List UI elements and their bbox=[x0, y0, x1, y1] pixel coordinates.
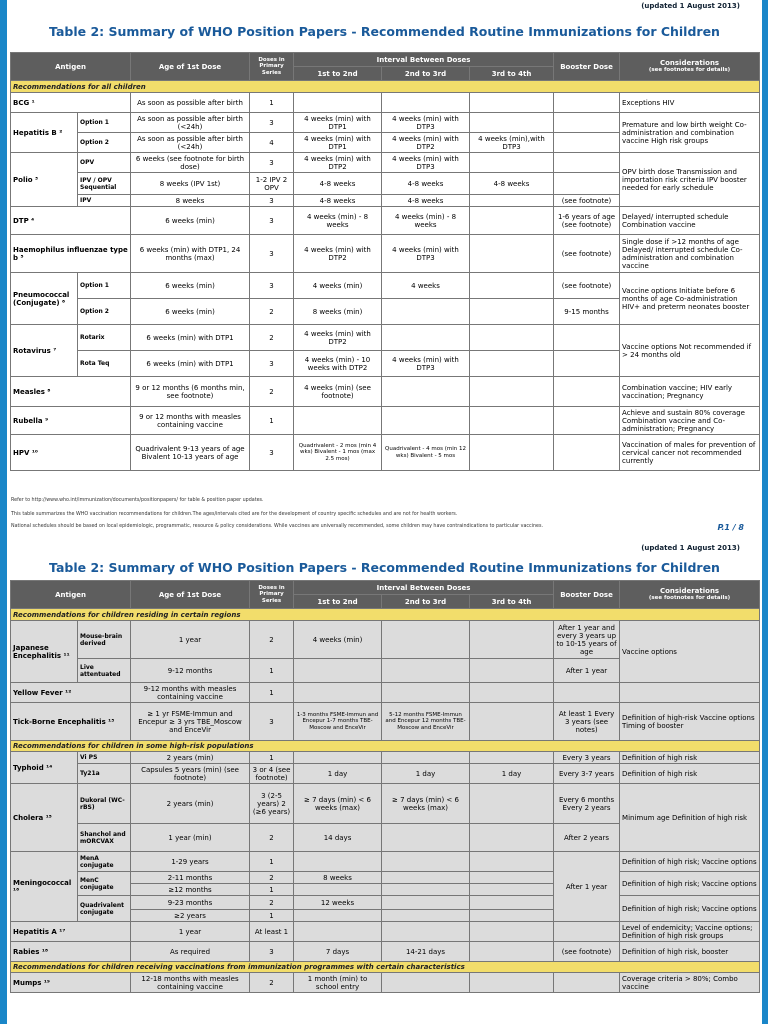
table-row bbox=[11, 784, 760, 824]
table-cell: 3 bbox=[250, 113, 294, 133]
table-row bbox=[11, 896, 760, 910]
table-cell: 4-8 weeks bbox=[382, 173, 470, 195]
page-title-2: Table 2: Summary of WHO Position Papers - Recommended Routine Immunizations for Children bbox=[49, 560, 720, 575]
table-cell: 8 weeks bbox=[131, 195, 250, 207]
table-cell: 4 weeks (min) with DTP3 bbox=[382, 113, 470, 133]
header-cell: Antigen bbox=[11, 581, 131, 609]
table-cell: 2 years (min) bbox=[131, 752, 250, 764]
table-cell: IPV bbox=[78, 195, 131, 207]
table-cell: After 1 year and every 3 years up to 10-15 years of age bbox=[554, 621, 620, 659]
table-cell: Mouse-brain derived bbox=[78, 621, 131, 659]
table-cell: Vaccine options Not recommended if > 24 months old bbox=[620, 325, 760, 377]
table-cell: Vaccination of males for prevention of cervical cancer not recommended currently bbox=[620, 435, 760, 471]
table-cell bbox=[470, 884, 554, 896]
table-row bbox=[11, 273, 760, 299]
table-cell: Option 2 bbox=[78, 299, 131, 325]
table-cell: ≥ 1 yr FSME-Immun and Encepur ≥ 3 yrs TBE_Moscow and EnceVir bbox=[131, 703, 250, 741]
table-cell: 7 days bbox=[294, 942, 382, 962]
table-cell: Live attentuated bbox=[78, 659, 131, 683]
table-cell: ≥ 7 days (min) < 6 weeks (max) bbox=[382, 784, 470, 824]
table-cell: (see footnote) bbox=[554, 942, 620, 962]
table-cell bbox=[470, 824, 554, 852]
table-cell: Every 6 months Every 2 years bbox=[554, 784, 620, 824]
table-cell bbox=[470, 195, 554, 207]
table-row bbox=[11, 942, 760, 962]
table-cell: IPV / OPV Sequential bbox=[78, 173, 131, 195]
table-cell: 4-8 weeks bbox=[382, 195, 470, 207]
table-cell: 2 bbox=[250, 896, 294, 910]
col-3rd-4th: 3rd to 4th bbox=[470, 67, 554, 81]
table-cell: As soon as possible after birth (<24h) bbox=[131, 133, 250, 153]
table-cell bbox=[470, 942, 554, 962]
table-cell: 3 bbox=[250, 273, 294, 299]
table-cell: 2 bbox=[250, 299, 294, 325]
header-cell: 2nd to 3rd bbox=[382, 595, 470, 609]
table-cell: 4 weeks (min) with DTP2 bbox=[382, 133, 470, 153]
page-2 bbox=[7, 540, 762, 1024]
table-cell: Rubella ⁹ bbox=[11, 407, 131, 435]
table-cell: At least 1 Every 3 years (see notes) bbox=[554, 703, 620, 741]
updated-date: (updated 1 August 2013) bbox=[641, 2, 740, 10]
table-cell: Capsules 5 years (min) (see footnote) bbox=[131, 764, 250, 784]
table-cell: Definition of high risk; Vaccine options bbox=[620, 872, 760, 896]
table-cell bbox=[294, 93, 382, 113]
table-cell: ≥12 months bbox=[131, 884, 250, 896]
table-cell: Hepatitis B ² bbox=[11, 113, 78, 153]
table-row bbox=[11, 435, 760, 471]
section-programmes: Recommendations for children receiving vaccinations from immunization programmes with certain characteristics bbox=[11, 962, 760, 973]
table-cell: Option 1 bbox=[78, 113, 131, 133]
table-cell: 2 bbox=[250, 621, 294, 659]
table-cell: 6 weeks (min) with DTP1 bbox=[131, 351, 250, 377]
table-cell bbox=[554, 377, 620, 407]
table-cell: 5-12 months FSME-Immun and Encepur 12 months TBE-Moscow and EnceVir bbox=[382, 703, 470, 741]
col-2nd-3rd: 2nd to 3rd bbox=[382, 67, 470, 81]
table-cell: 1-2 IPV 2 OPV bbox=[250, 173, 294, 195]
table-cell bbox=[554, 351, 620, 377]
table-cell: 6 weeks (min) bbox=[131, 299, 250, 325]
table-cell bbox=[554, 113, 620, 133]
table-cell: Rabies ¹⁸ bbox=[11, 942, 131, 962]
table-cell: As soon as possible after birth bbox=[131, 93, 250, 113]
table-cell bbox=[554, 325, 620, 351]
table-cell: After 1 year bbox=[554, 852, 620, 922]
table-cell: 3 bbox=[250, 435, 294, 471]
table-cell: Every 3 years bbox=[554, 752, 620, 764]
table-cell: MenA conjugate bbox=[78, 852, 131, 872]
table-cell: Rotarix bbox=[78, 325, 131, 351]
table-cell bbox=[294, 683, 382, 703]
page-number: P.1 / 8 bbox=[717, 523, 744, 532]
table-cell: After 2 years bbox=[554, 824, 620, 852]
table-cell: 4 weeks (min) bbox=[294, 273, 382, 299]
table-cell: Option 2 bbox=[78, 133, 131, 153]
table-cell: Premature and low birth weight Co-administration and combination vaccine High risk groups bbox=[620, 113, 760, 153]
table-cell: 1 year bbox=[131, 621, 250, 659]
table-cell: 3 bbox=[250, 153, 294, 173]
table-cell: (see footnote) bbox=[554, 235, 620, 273]
table-cell bbox=[470, 910, 554, 922]
table-cell: BCG ¹ bbox=[11, 93, 131, 113]
table-cell: 6 weeks (min) bbox=[131, 207, 250, 235]
table-cell: 4 weeks (min) with DTP2 bbox=[294, 235, 382, 273]
table-cell bbox=[470, 852, 554, 872]
table-cell: 3 bbox=[250, 195, 294, 207]
table-cell: 4 weeks (min) with DTP1 bbox=[294, 113, 382, 133]
table-cell: Haemophilus influenzae type b ⁵ bbox=[11, 235, 131, 273]
table-cell: 2 years (min) bbox=[131, 784, 250, 824]
header-cell: 1st to 2nd bbox=[294, 595, 382, 609]
header-cell: Considerations (see footnotes for details) bbox=[620, 581, 760, 609]
table-cell: 12 weeks bbox=[294, 896, 382, 910]
table-cell: 4 weeks (min) with DTP2 bbox=[294, 153, 382, 173]
table-cell: Shanchol and mORCVAX bbox=[78, 824, 131, 852]
table-cell bbox=[294, 852, 382, 872]
table-cell: 4 weeks (min) bbox=[294, 621, 382, 659]
table-cell: Pneumococcal (Conjugate) ⁶ bbox=[11, 273, 78, 325]
col-age: Age of 1st Dose bbox=[131, 53, 250, 81]
table-cell: 4 weeks (min) with DTP1 bbox=[294, 133, 382, 153]
table-cell: Quadrivalent conjugate bbox=[78, 896, 131, 922]
table-cell: Delayed/ interrupted schedule Combination vaccine bbox=[620, 207, 760, 235]
table-cell: 4 bbox=[250, 133, 294, 153]
table-cell: 8 weeks (IPV 1st) bbox=[131, 173, 250, 195]
table-cell: Achieve and sustain 80% coverage Combination vaccine and Co-administration; Pregnancy bbox=[620, 407, 760, 435]
table-cell: 9-23 months bbox=[131, 896, 250, 910]
table-cell: 4 weeks bbox=[382, 273, 470, 299]
table-cell: 1-6 years of age (see footnote) bbox=[554, 207, 620, 235]
table-cell: 12-18 months with measles containing vaccine bbox=[131, 973, 250, 993]
table-cell: 2 bbox=[250, 973, 294, 993]
section-high-risk: Recommendations for children in some high-risk populations bbox=[11, 741, 760, 752]
table-cell: Rota Teq bbox=[78, 351, 131, 377]
table-cell: Typhoid ¹⁴ bbox=[11, 752, 78, 784]
table-cell bbox=[470, 752, 554, 764]
col-considerations: Considerations (see footnotes for details) bbox=[620, 53, 760, 81]
table-cell bbox=[470, 93, 554, 113]
footnote-3: National schedules should be based on local epidemiologic, programmatic, resource & policy considerations. While vaccines are universally recommended, some children may have contraindications to particular vaccines. bbox=[11, 524, 544, 529]
table-cell: OPV birth dose Transmission and importation risk criteria IPV booster needed for early schedule bbox=[620, 153, 760, 207]
table-cell: Quadrivalent - 2 mos (min 4 wks) Bivalent - 1 mos (max 2.5 mos) bbox=[294, 435, 382, 471]
table-row bbox=[11, 407, 760, 435]
table-cell: 4 weeks (min) - 8 weeks bbox=[294, 207, 382, 235]
table-cell: 1 month (min) to school entry bbox=[294, 973, 382, 993]
table-cell bbox=[382, 325, 470, 351]
page-1 bbox=[7, 0, 762, 540]
table-cell: HPV ¹⁰ bbox=[11, 435, 131, 471]
table-cell bbox=[294, 407, 382, 435]
table-cell bbox=[382, 973, 470, 993]
table-cell: MenC conjugate bbox=[78, 872, 131, 896]
table-row bbox=[11, 207, 760, 235]
table-cell: Japanese Encephalitis ¹¹ bbox=[11, 621, 78, 683]
table-cell: 1 bbox=[250, 752, 294, 764]
table-cell bbox=[554, 153, 620, 173]
table-cell bbox=[382, 884, 470, 896]
table-cell bbox=[382, 872, 470, 884]
table-cell: DTP ⁴ bbox=[11, 207, 131, 235]
page-title: Table 2: Summary of WHO Position Papers - Recommended Routine Immunizations for Children bbox=[49, 24, 720, 39]
table-row bbox=[11, 872, 760, 884]
col-interval: Interval Between Doses bbox=[294, 53, 554, 67]
table-cell: 1 day bbox=[470, 764, 554, 784]
table-row bbox=[11, 703, 760, 741]
table-cell: 9-15 months bbox=[554, 299, 620, 325]
table-row bbox=[11, 922, 760, 942]
table-cell bbox=[382, 910, 470, 922]
table-cell: Meningococcal ¹⁶ bbox=[11, 852, 78, 922]
table-cell bbox=[294, 884, 382, 896]
table-cell: 4 weeks (min) with DTP2 bbox=[294, 325, 382, 351]
table-cell: 3 bbox=[250, 207, 294, 235]
section-all-children: Recommendations for all children bbox=[11, 81, 760, 93]
table-cell: 2 bbox=[250, 872, 294, 884]
table-cell bbox=[470, 703, 554, 741]
table-cell bbox=[470, 153, 554, 173]
table-cell bbox=[620, 683, 760, 703]
header-cell: Age of 1st Dose bbox=[131, 581, 250, 609]
table-cell bbox=[382, 752, 470, 764]
immunization-table-2 bbox=[10, 580, 760, 993]
table-cell bbox=[382, 683, 470, 703]
table-cell: 9-12 months bbox=[131, 659, 250, 683]
table-cell: 4-8 weeks bbox=[470, 173, 554, 195]
table-cell: 2 bbox=[250, 325, 294, 351]
table-cell bbox=[382, 299, 470, 325]
table-cell: Every 3-7 years bbox=[554, 764, 620, 784]
table-cell: 1 bbox=[250, 93, 294, 113]
table-cell bbox=[470, 922, 554, 942]
table-cell: 1 bbox=[250, 407, 294, 435]
table-row bbox=[11, 852, 760, 872]
table-row bbox=[11, 235, 760, 273]
table-cell: Minimum age Definition of high risk bbox=[620, 784, 760, 852]
table-cell: 1 bbox=[250, 659, 294, 683]
header-cell: Doses in Primary Series bbox=[250, 581, 294, 609]
table-cell bbox=[470, 377, 554, 407]
table-cell: Combination vaccine; HIV early vaccination; Pregnancy bbox=[620, 377, 760, 407]
table-cell: Definition of high risk bbox=[620, 764, 760, 784]
table-cell bbox=[470, 896, 554, 910]
table-cell: 2-11 months bbox=[131, 872, 250, 884]
table-cell: 1-29 years bbox=[131, 852, 250, 872]
table-row bbox=[11, 113, 760, 133]
immunization-table-1 bbox=[10, 52, 760, 471]
table-cell: 1-3 months FSME-Immun and Encepur 1-7 months TBE-Moscow and EnceVir bbox=[294, 703, 382, 741]
table-cell: 3 (2-5 years) 2 (≥6 years) bbox=[250, 784, 294, 824]
col-booster: Booster Dose bbox=[554, 53, 620, 81]
table-cell: 4-8 weeks bbox=[294, 195, 382, 207]
table-cell: 2 bbox=[250, 824, 294, 852]
table-cell: (see footnote) bbox=[554, 273, 620, 299]
table-cell: 4 weeks (min),with DTP3 bbox=[470, 133, 554, 153]
table-cell: 9-12 months with measles containing vaccine bbox=[131, 683, 250, 703]
table-cell: Rotavirus ⁷ bbox=[11, 325, 78, 377]
table-cell: 6 weeks (min) with DTP1 bbox=[131, 325, 250, 351]
table-cell: 8 weeks bbox=[294, 872, 382, 884]
table-cell: Quadrivalent 9-13 years of age Bivalent 10-13 years of age bbox=[131, 435, 250, 471]
table-cell bbox=[554, 133, 620, 153]
table-cell: Dukoral (WC-rBS) bbox=[78, 784, 131, 824]
table-cell: 6 weeks (min) bbox=[131, 273, 250, 299]
table-cell bbox=[554, 922, 620, 942]
table-cell bbox=[470, 235, 554, 273]
table-cell bbox=[382, 922, 470, 942]
table-cell bbox=[470, 872, 554, 884]
table-cell: 6 weeks (see footnote for birth dose) bbox=[131, 153, 250, 173]
table-cell: ≥ 7 days (min) < 6 weeks (max) bbox=[294, 784, 382, 824]
table-cell: Definition of high risk, booster bbox=[620, 942, 760, 962]
table-cell: 14 days bbox=[294, 824, 382, 852]
footnote-2: This table summarizes the WHO vaccination recommendations for children.The ages/intervals cited are for the development of country specific schedules and are not for health workers. bbox=[11, 512, 458, 517]
table-cell: 6 weeks (min) with DTP1, 24 months (max) bbox=[131, 235, 250, 273]
table-cell bbox=[382, 407, 470, 435]
table-cell bbox=[554, 407, 620, 435]
table-cell: 2 bbox=[250, 377, 294, 407]
table-cell: Vaccine options bbox=[620, 621, 760, 683]
table-cell bbox=[382, 621, 470, 659]
table-cell: 1 year (min) bbox=[131, 824, 250, 852]
table-cell: As required bbox=[131, 942, 250, 962]
table-cell bbox=[294, 910, 382, 922]
table-cell bbox=[554, 683, 620, 703]
table-cell: Definition of high risk; Vaccine options bbox=[620, 852, 760, 872]
table-cell bbox=[382, 659, 470, 683]
table-cell bbox=[470, 113, 554, 133]
table-cell bbox=[470, 325, 554, 351]
table-cell: Tick-Borne Encephalitis ¹³ bbox=[11, 703, 131, 741]
table-cell bbox=[294, 752, 382, 764]
table-cell: Coverage criteria > 80%; Combo vaccine bbox=[620, 973, 760, 993]
table-cell bbox=[470, 659, 554, 683]
table-cell: 3 or 4 (see footnote) bbox=[250, 764, 294, 784]
table-row bbox=[11, 973, 760, 993]
table-cell: Yellow Fever ¹² bbox=[11, 683, 131, 703]
table-cell bbox=[470, 273, 554, 299]
col-1st-2nd: 1st to 2nd bbox=[294, 67, 382, 81]
table-cell: 4 weeks (min) with DTP3 bbox=[382, 153, 470, 173]
table-cell: 4 weeks (min) - 10 weeks with DTP2 bbox=[294, 351, 382, 377]
table-cell bbox=[382, 824, 470, 852]
table-row bbox=[11, 153, 760, 173]
table-cell bbox=[470, 973, 554, 993]
table-cell bbox=[382, 896, 470, 910]
table-cell: 1 bbox=[250, 884, 294, 896]
table-cell: Definition of high risk; Vaccine options bbox=[620, 896, 760, 922]
table-cell: Exceptions HIV bbox=[620, 93, 760, 113]
table-cell: Quadrivalent - 4 mos (min 12 wks) Bivalent - 5 mos bbox=[382, 435, 470, 471]
table-cell: ≥2 years bbox=[131, 910, 250, 922]
table-cell: Polio ³ bbox=[11, 153, 78, 207]
table-cell: 1 day bbox=[382, 764, 470, 784]
table-cell bbox=[554, 973, 620, 993]
table-cell: 3 bbox=[250, 703, 294, 741]
table-cell: Definition of high risk bbox=[620, 752, 760, 764]
table-cell bbox=[554, 435, 620, 471]
col-antigen: Antigen bbox=[11, 53, 131, 81]
table-cell: At least 1 bbox=[250, 922, 294, 942]
table-cell bbox=[382, 852, 470, 872]
table-cell: Measles ⁸ bbox=[11, 377, 131, 407]
footnote-1: Refer to http://www.who.int/immunization/documents/positionpapers/ for table & position paper updates. bbox=[11, 498, 264, 503]
section-regions: Recommendations for children residing in certain regions bbox=[11, 609, 760, 621]
header-cell: 3rd to 4th bbox=[470, 595, 554, 609]
table-cell: 3 bbox=[250, 235, 294, 273]
table-cell: 1 bbox=[250, 683, 294, 703]
table-cell bbox=[382, 93, 470, 113]
table-cell bbox=[470, 435, 554, 471]
table-cell: Definition of high-risk Vaccine options Timing of booster bbox=[620, 703, 760, 741]
table-cell bbox=[470, 351, 554, 377]
table-cell: 1 year bbox=[131, 922, 250, 942]
table-cell: Mumps ¹⁹ bbox=[11, 973, 131, 993]
table-cell: OPV bbox=[78, 153, 131, 173]
table-row bbox=[11, 93, 760, 113]
table-cell: 4 weeks (min) (see footnote) bbox=[294, 377, 382, 407]
table-cell: After 1 year bbox=[554, 659, 620, 683]
table-row bbox=[11, 621, 760, 659]
table-row bbox=[11, 377, 760, 407]
table-cell: Option 1 bbox=[78, 273, 131, 299]
table-cell: 3 bbox=[250, 942, 294, 962]
header-cell: Booster Dose bbox=[554, 581, 620, 609]
table-cell bbox=[470, 207, 554, 235]
table-cell: 4 weeks (min) with DTP3 bbox=[382, 235, 470, 273]
table-cell bbox=[294, 922, 382, 942]
header-cell: Interval Between Doses bbox=[294, 581, 554, 595]
table-cell: 1 day bbox=[294, 764, 382, 784]
table-cell bbox=[470, 407, 554, 435]
updated-date-2: (updated 1 August 2013) bbox=[641, 544, 740, 552]
table-cell bbox=[470, 683, 554, 703]
table-cell: 4 weeks (min) with DTP3 bbox=[382, 351, 470, 377]
table-cell: Cholera ¹⁵ bbox=[11, 784, 78, 852]
table-cell bbox=[294, 659, 382, 683]
table-cell: Hepatitis A ¹⁷ bbox=[11, 922, 131, 942]
table-row bbox=[11, 764, 760, 784]
table-cell bbox=[470, 299, 554, 325]
col-doses: Doses in Primary Series bbox=[250, 53, 294, 81]
table-cell: Single dose if >12 months of age Delayed/ interrupted schedule Co-administration and combination vaccine bbox=[620, 235, 760, 273]
table-cell: 1 bbox=[250, 910, 294, 922]
table-cell: Vi PS bbox=[78, 752, 131, 764]
table-row bbox=[11, 752, 760, 764]
table-cell: 3 bbox=[250, 351, 294, 377]
table-cell: Level of endemicity; Vaccine options; Definition of high risk groups bbox=[620, 922, 760, 942]
table-cell: 9 or 12 months with measles containing vaccine bbox=[131, 407, 250, 435]
table-cell: 1 bbox=[250, 852, 294, 872]
table-cell: As soon as possible after birth (<24h) bbox=[131, 113, 250, 133]
table-cell: 14-21 days bbox=[382, 942, 470, 962]
table-cell bbox=[554, 173, 620, 195]
table-cell: (see footnote) bbox=[554, 195, 620, 207]
table-row bbox=[11, 325, 760, 351]
table-cell bbox=[554, 93, 620, 113]
table-cell: Ty21a bbox=[78, 764, 131, 784]
table-cell: 8 weeks (min) bbox=[294, 299, 382, 325]
table-cell bbox=[470, 784, 554, 824]
table-cell: 9 or 12 months (6 months min, see footnote) bbox=[131, 377, 250, 407]
table-cell: 4 weeks (min) - 8 weeks bbox=[382, 207, 470, 235]
table-cell bbox=[382, 377, 470, 407]
table-row bbox=[11, 683, 760, 703]
table-cell: Vaccine options Initiate before 6 months of age Co-administration HIV+ and preterm neonates booster bbox=[620, 273, 760, 325]
table-cell: 4-8 weeks bbox=[294, 173, 382, 195]
table-cell bbox=[470, 621, 554, 659]
